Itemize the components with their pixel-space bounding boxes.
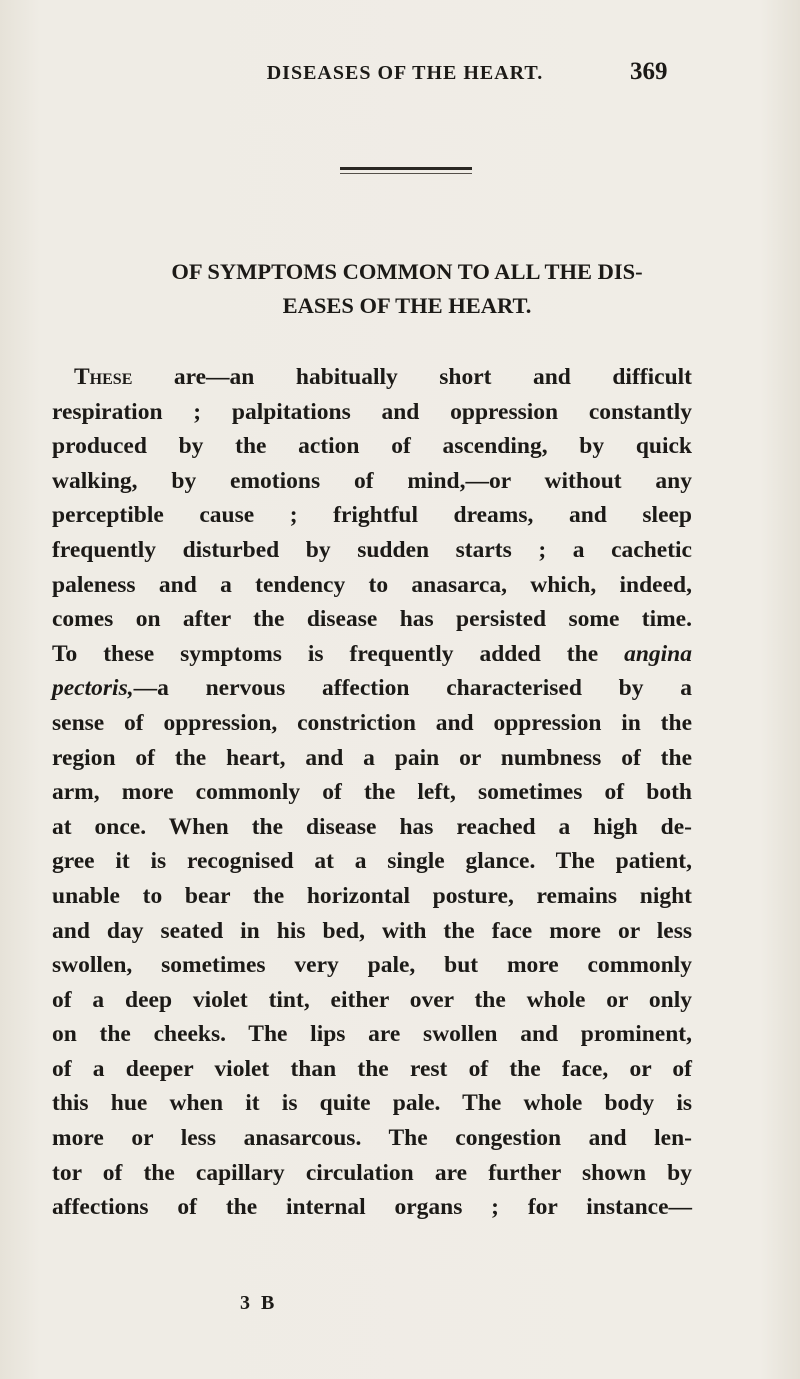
body-line: swollen, sometimes very pale, but more commonly [52, 952, 692, 979]
section-divider-rule [340, 167, 472, 170]
body-line: of a deeper violet than the rest of the face, or of [52, 1055, 692, 1082]
body-line: pectoris,—a nervous affection characterised by a [52, 675, 692, 702]
running-head: DISEASES OF THE HEART. [266, 62, 544, 84]
body-line: These are—an habitually short and difficult [74, 364, 692, 390]
body-line: paleness and a tendency to anasarca, which, indeed, [52, 571, 692, 598]
body-paragraph [52, 360, 692, 1225]
body-line: frequently disturbed by sudden starts ; a cachetic [52, 536, 692, 563]
body-line: produced by the action of ascending, by quick [52, 433, 692, 460]
page-number: 369 [630, 58, 668, 85]
italic-term: angina [624, 640, 692, 667]
section-title-line-2: EASES OF THE HEART. [282, 293, 532, 318]
body-line: this hue when it is quite pale. The whole body is [52, 1090, 692, 1117]
body-line: on the cheeks. The lips are swollen and prominent, [52, 1021, 692, 1048]
body-line: tor of the capillary circulation are further shown by [52, 1159, 692, 1186]
body-line: To these symptoms is frequently added the angina [52, 640, 692, 667]
body-line: more or less anasarcous. The congestion and len- [52, 1125, 692, 1152]
body-line: arm, more commonly of the left, sometimes of both [52, 779, 692, 806]
section-divider-rule-thin [340, 173, 472, 174]
body-line: walking, by emotions of mind,—or without any [52, 467, 692, 494]
section-title-line-1: OF SYMPTOMS COMMON TO ALL THE DIS- [171, 259, 643, 284]
body-line: region of the heart, and a pain or numbness of the [52, 744, 692, 771]
body-line: sense of oppression, constriction and oppression in the [52, 709, 692, 736]
body-line: comes on after the disease has persisted some time. [52, 606, 692, 633]
opening-word: These [74, 364, 133, 390]
body-line: gree it is recognised at a single glance. The patient, [52, 848, 692, 875]
body-line: affections of the internal organs ; for instance— [52, 1194, 692, 1221]
body-line: at once. When the disease has reached a high de- [52, 813, 692, 840]
signature-mark: 3 B [240, 1292, 278, 1314]
italic-term: pectoris, [52, 675, 134, 702]
section-title [92, 255, 722, 323]
body-line: of a deep violet tint, either over the whole or only [52, 986, 692, 1013]
body-line: perceptible cause ; frightful dreams, and sleep [52, 502, 692, 529]
body-line: and day seated in his bed, with the face more or less [52, 917, 692, 944]
body-line: unable to bear the horizontal posture, remains night [52, 882, 692, 909]
body-line: respiration ; palpitations and oppression constantly [52, 398, 692, 425]
